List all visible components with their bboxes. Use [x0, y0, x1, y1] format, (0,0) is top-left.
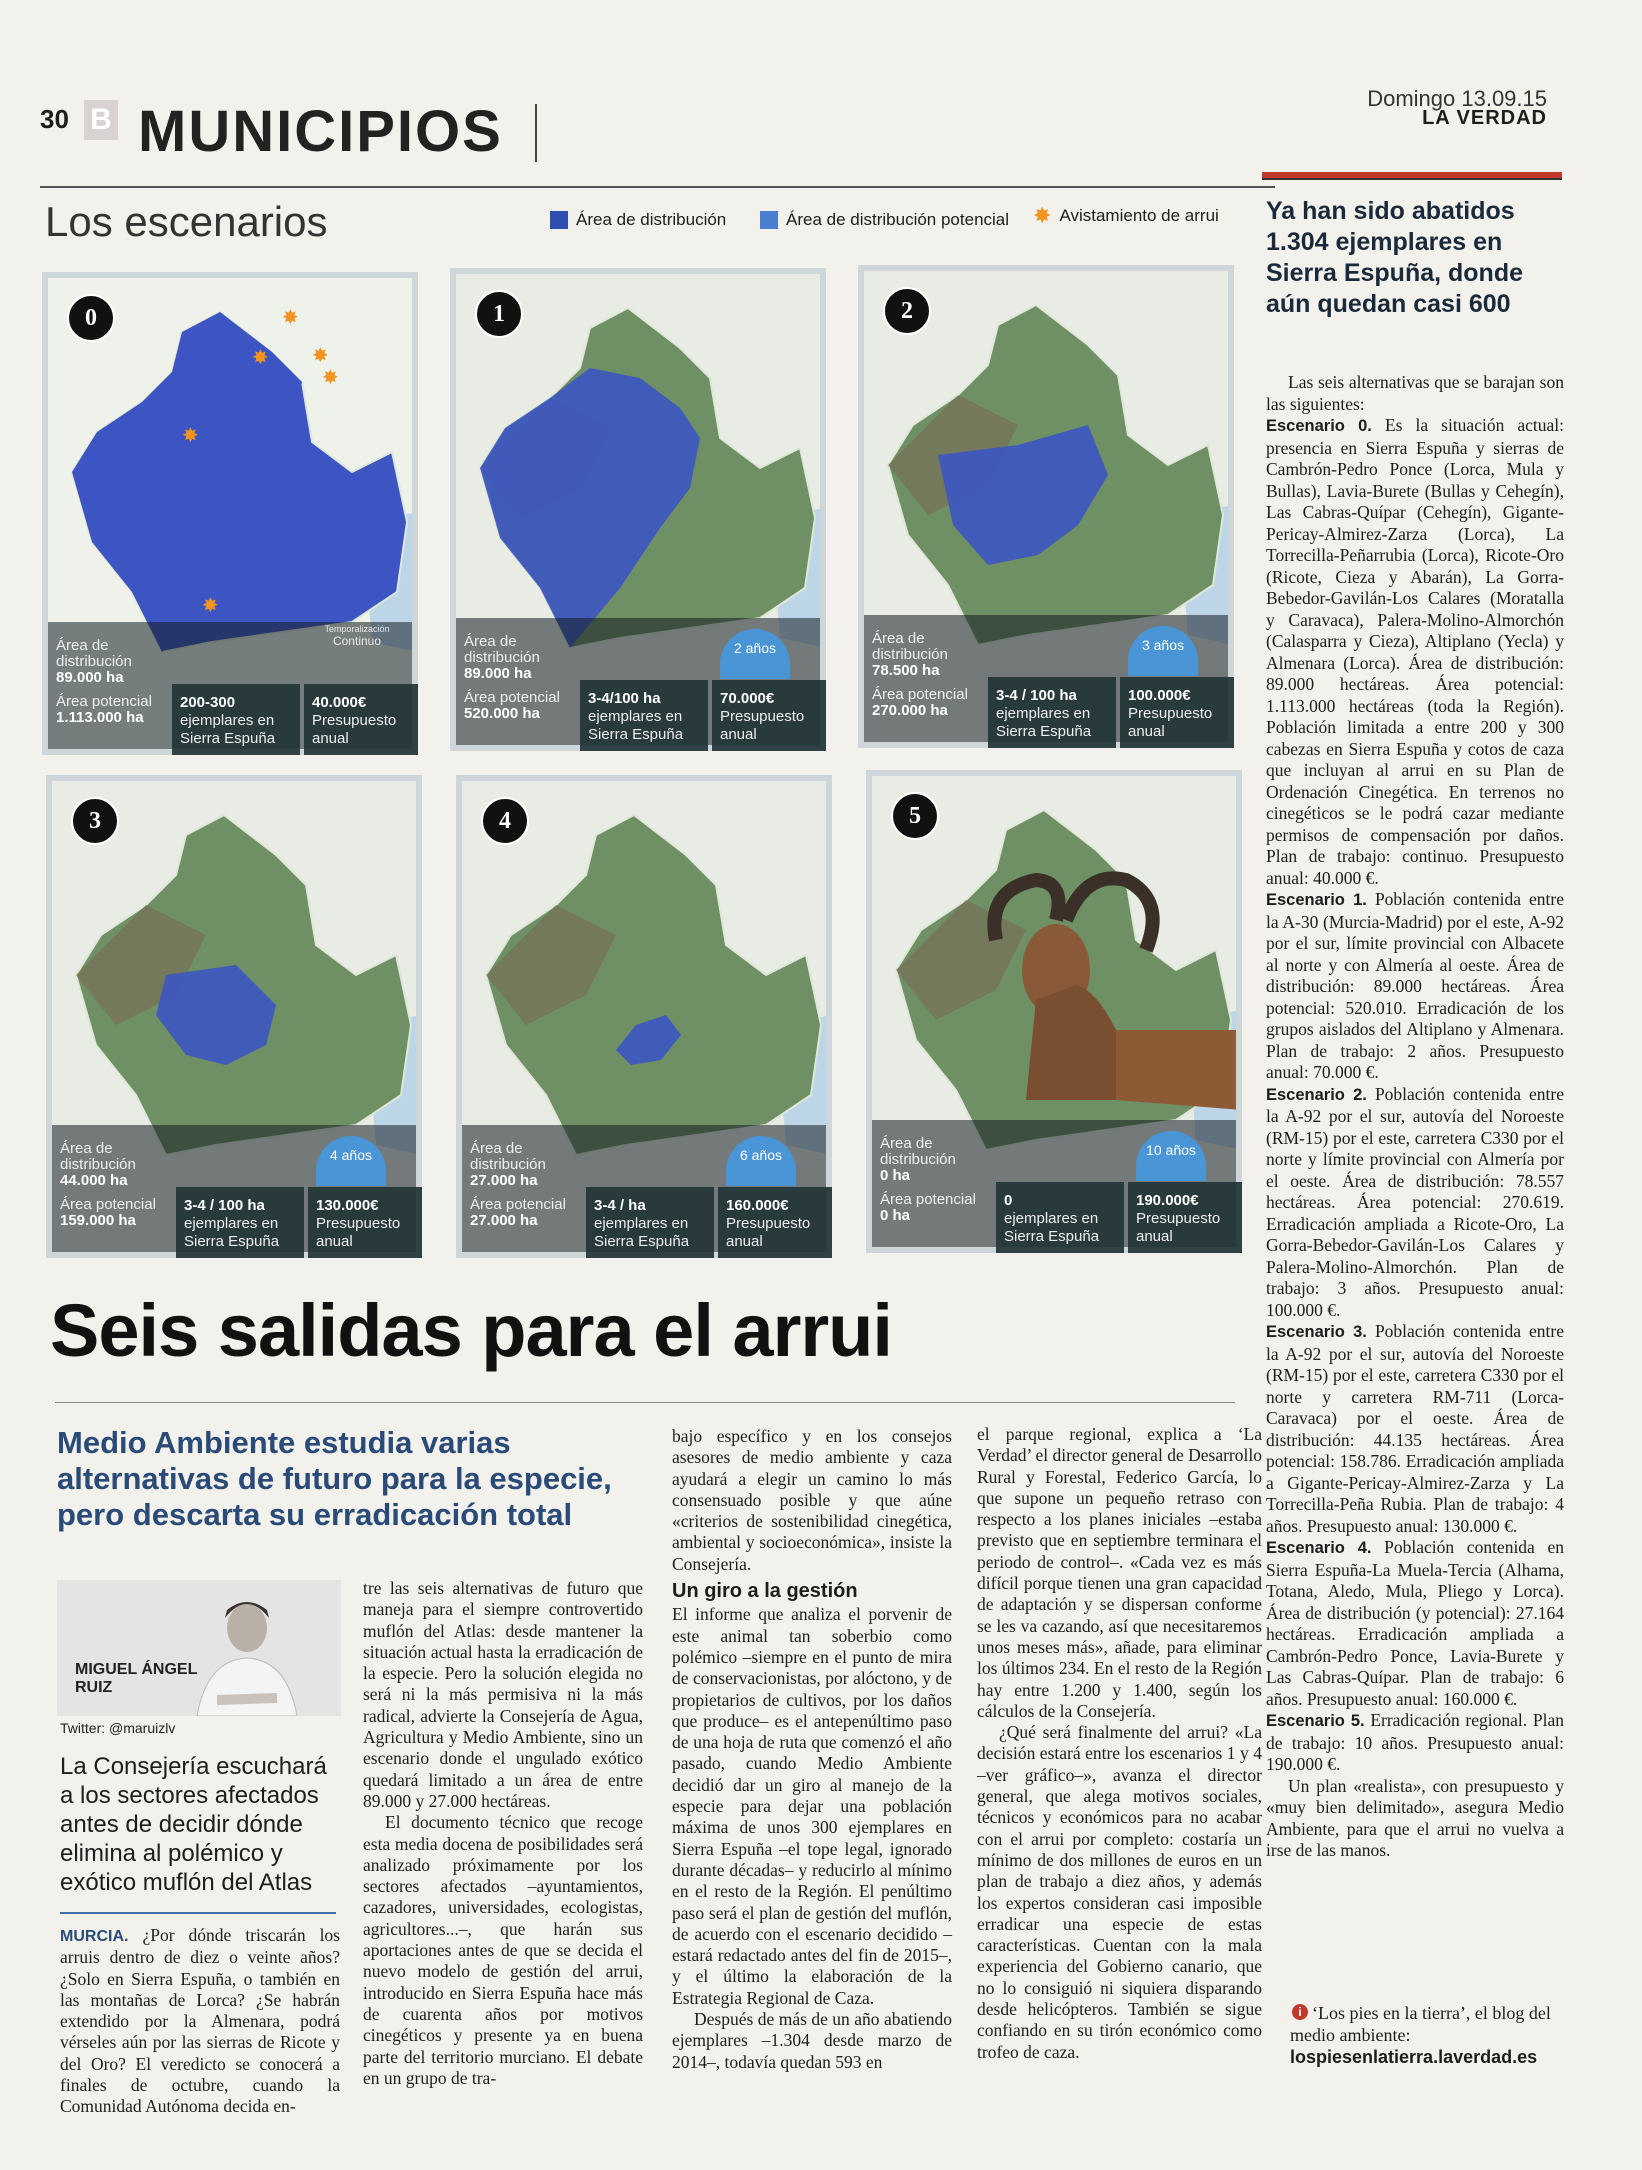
population-value: 200-300 — [180, 694, 236, 711]
population-box — [172, 684, 300, 755]
scenario-number-badge: 5 — [891, 792, 939, 840]
star-icon: ✸ — [252, 345, 269, 369]
population-box — [988, 677, 1116, 748]
distribution-label: Área de distribución — [464, 633, 540, 666]
budget-value: 100.000€ — [1128, 687, 1191, 704]
population-label: ejemplares en Sierra Espuña — [184, 1215, 280, 1250]
scenario-label: Escenario 4. — [1266, 1539, 1372, 1557]
potential-value: 270.000 ha — [872, 702, 948, 719]
budget-value: 130.000€ — [316, 1197, 379, 1214]
budget-box — [1128, 1182, 1242, 1253]
scenario-item-1 — [1266, 889, 1564, 1084]
scenario-label: Escenario 3. — [1266, 1323, 1367, 1341]
page-number: 30 — [40, 104, 69, 134]
population-value: 3-4 / 100 ha — [996, 687, 1077, 704]
population-box — [996, 1182, 1124, 1253]
budget-box — [304, 684, 418, 755]
period-badge: 3 años — [1128, 626, 1198, 676]
distribution-area — [60, 1141, 170, 1189]
potential-label: Área potencial — [880, 1191, 976, 1208]
budget-value: 70.000€ — [720, 690, 775, 707]
legend-potential — [760, 210, 1009, 230]
population-box — [586, 1187, 714, 1258]
legend-label: Área de distribución potencial — [786, 210, 1010, 229]
legend-label: Área de distribución — [576, 210, 727, 229]
period-badge: 6 años — [726, 1136, 796, 1186]
potential-area — [56, 694, 176, 726]
potential-area — [470, 1197, 590, 1229]
budget-value: 160.000€ — [726, 1197, 789, 1214]
blog-text: ‘Los pies en la tierra’, el blog del medio ambiente: — [1290, 2003, 1551, 2045]
article-column-2 — [363, 1578, 643, 2089]
distribution-value: 27.000 ha — [470, 1172, 538, 1189]
star-icon: ✸ — [282, 305, 299, 329]
sidebar-intro: Las seis alternativas que se barajan son las siguientes: — [1266, 372, 1564, 414]
scenario-text: Población contenida entre la A-92 por el sur, autovía del Noroeste (RM-15) por el este, carretera C330 por el norte y carretera RM-711 (Lorca-Caravaca) por el oeste. Área de distribución: 44.135 hectáreas. Área potencial: 158.786. Erradicación ampliada a Gigante-Pericay-Almirez-Zarza y La Torrecilla-Peña Rubia. Plan de trabajo: 4 años. Presupuesto anual: 130.000 €. — [1266, 1321, 1564, 1536]
scenario-label: Escenario 5. — [1266, 1712, 1365, 1730]
author-name — [75, 1661, 197, 1697]
population-box — [176, 1187, 304, 1258]
distribution-area — [872, 631, 982, 679]
author-twitter: Twitter: @maruizlv — [60, 1720, 176, 1736]
article-column-3 — [672, 1426, 952, 2073]
paragraph: El informe que analiza el porvenir de este animal tan soberbio como polémico –siempre en el punto de mira de conservacionistas, por alóctono, y de propietarios de cultivos, por los daños que produce– es el antepenúltimo paso de una hoja de ruta que comenzó el año pasado, cuando Medio Ambiente decidió dar un giro al manejo de la especie para dejar una población máxima de unos 300 ejemplares en Sierra Espuña –el tope legal, ignorado durante décadas– y reducirlo al mínimo en el resto de la Región. El penúltimo paso será el plan de gestión del muflón, de acuerdo con el escenario decidido –estará redactado antes del fin de 2015–, y el último la elaboración de la Estrategia Regional de Caza. — [672, 1604, 952, 2008]
distribution-label: Área de distribución — [56, 637, 132, 670]
scenario-text: Población contenida entre la A-30 (Murcia-Madrid) por el este, A-92 por el sur, límite provincial con Albacete al norte y con Almería al oeste. Área de distribución: 89.000 hectáreas. Área potencial: 520.010. Erradicación de los grupos aislados del Altiplano y Almenara. Plan de trabajo: 2 años. Presupuesto anual: 70.000 €. — [1266, 889, 1564, 1082]
distribution-label: Área de distribución — [872, 630, 948, 663]
sidebar-rule — [1262, 178, 1562, 180]
scenario-number-badge: 4 — [481, 797, 529, 845]
scenario-label: Escenario 0. — [1266, 417, 1372, 435]
scenario-text: Erradicación regional. Plan de trabajo: 10 años. Presupuesto anual: 190.000 €. — [1266, 1710, 1564, 1774]
blog-note — [1290, 2002, 1560, 2046]
period-badge: 2 años — [720, 629, 790, 679]
population-value: 3-4 / ha — [594, 1197, 646, 1214]
scenario-map-card — [456, 775, 832, 1258]
budget-value: 40.000€ — [312, 694, 367, 711]
scenario-text: Población contenida en Sierra Espuña-La Muela-Tercia (Alhama, Totana, Aledo, Mula, Pliego y Lorca). Área de distribución (y potencial): 27.164 hectáreas. Erradicación ampliada a Cambrón-Pedro Ponce, Lavia-Burete y Las Cabras-Quípar. Plan de trabajo: 6 años. Presupuesto anual: 160.000 €. — [1266, 1537, 1564, 1709]
author-name-line-1: MIGUEL ÁNGEL — [75, 1661, 198, 1678]
potential-area — [880, 1192, 1000, 1224]
budget-label: Presupuesto anual — [726, 1215, 811, 1250]
period-badge: 10 años — [1136, 1131, 1206, 1181]
distribution-area — [464, 634, 574, 682]
blog-link[interactable]: lospiesenlatierra.laverdad.es — [1290, 2047, 1538, 2067]
population-value: 0 — [1004, 1192, 1013, 1209]
budget-box — [712, 680, 826, 751]
distribution-label: Área de distribución — [880, 1135, 956, 1168]
budget-box — [1120, 677, 1234, 748]
distribution-area — [880, 1136, 990, 1184]
column-text: ¿Por dónde triscarán los arruis dentro de diez o veinte años? ¿Solo en Sierra Espuña, o también en las montañas de Lorca? ¿Se habrán extendido por la Almenara, podrá vérseles aún por las sierras de Ricote y del Oro? El veredicto se conocerá a finales de octubre, cuando la Comunidad Autónoma decida en- — [60, 1925, 340, 2117]
article-column-1 — [60, 1925, 340, 2118]
potential-label: Área potencial — [470, 1196, 566, 1213]
legend-swatch-potential — [760, 211, 778, 229]
star-icon: ✸ — [322, 365, 339, 389]
scenario-map-card — [866, 770, 1242, 1253]
scenario-map-card — [858, 265, 1234, 748]
potential-area — [60, 1197, 180, 1229]
scenario-map-card — [42, 272, 418, 755]
population-label: ejemplares en Sierra Espuña — [588, 708, 684, 743]
potential-value: 520.000 ha — [464, 705, 540, 722]
sidebar-headline: Ya han sido abatidos 1.304 ejemplares en Sierra Espuña, donde aún quedan casi 600 — [1266, 197, 1524, 318]
main-headline: Seis salidas para el arrui — [50, 1289, 892, 1372]
info-icon: i — [1292, 2004, 1308, 2020]
period-box — [312, 623, 402, 647]
article-column-4 — [977, 1424, 1262, 2063]
scenario-text: Es la situación actual: presencia en Sierra Espuña y sierras de Cambrón-Pedro Ponce (Lorca, Mula y Bullas), Lavia-Burete (Bullas y Cehegín), Las Cabras-Quípar (Cehegín), Gigante-Pericay-Almirez-Zarza (Lorca), La Torrecilla-Peñarrubia (Lorca), Ricote-Oro (Ricote, Cieza y Abarán), La Gorra-Bebedor-Gavilán-Los Calares (Moratalla y Caravaca), Palera-Molino-Almorchón (Calasparra y Cieza), Altiplano (Yecla) y Almenara (Lorca). Área de distribución: 89.000 hectáreas. Área potencial: 1.113.000 hectáreas (toda la Región). Población limitada a entre 200 y 300 cabezas en Sierra Espuña y cotos de caza que incluyan al arrui en su Plan de Ordenación Cinegética. En terrenos no cinegéticos se le podrá cazar mediante permisos de compensación por daños. Plan de trabajo: continuo. Presupuesto anual: 40.000 €. — [1266, 415, 1564, 888]
dateline: MURCIA. — [60, 1928, 129, 1945]
scenario-item-0 — [1266, 415, 1564, 889]
distribution-value: 44.000 ha — [60, 1172, 128, 1189]
potential-area — [464, 690, 584, 722]
budget-box — [308, 1187, 422, 1258]
population-label: ejemplares en Sierra Espuña — [594, 1215, 690, 1250]
potential-label: Área potencial — [872, 686, 968, 703]
budget-box — [718, 1187, 832, 1258]
potential-value: 1.113.000 ha — [56, 709, 144, 726]
header-rule — [40, 186, 1275, 188]
scenario-item-5 — [1266, 1710, 1564, 1776]
budget-label: Presupuesto anual — [1136, 1210, 1221, 1245]
star-icon: ✸ — [202, 593, 219, 617]
period-badge: 4 años — [316, 1136, 386, 1186]
potential-value: 27.000 ha — [470, 1212, 538, 1229]
budget-label: Presupuesto anual — [1128, 705, 1213, 740]
potential-label: Área potencial — [56, 693, 152, 710]
subheading: Un giro a la gestión — [672, 1580, 858, 1603]
star-icon: ✸ — [312, 343, 329, 367]
legend-swatch-distribution — [550, 211, 568, 229]
graphic-title: Los escenarios — [45, 198, 328, 245]
legend-sighting — [1033, 203, 1219, 228]
scenario-text: Población contenida entre la A-92 por el sur, autovía del Noroeste (RM-15) por el este, carretera C330 por el norte y límite provincial con Almería por el oeste. Área de distribución: 78.557 hectáreas. Área potencial: 270.619. Erradicación ampliada a Ricote-Oro, La Gorra-Bebedor-Gavilán-Los Calares y Palera-Molino-Almorchón. Plan de trabajo: 3 años. Presupuesto anual: 100.000 €. — [1266, 1083, 1564, 1320]
potential-value: 0 ha — [880, 1207, 911, 1224]
section-title: MUNICIPIOS — [138, 99, 503, 164]
scenario-map-card — [450, 268, 826, 751]
scenario-number-badge: 2 — [883, 287, 931, 335]
sidebar-body — [1266, 372, 1564, 1862]
paragraph: ¿Qué será finalmente del arrui? «La decisión estará entre los escenarios 1 y 4 –ver gráfico–», avanza el director general, que alega motivos sociales, técnicos y económicos para no acabar con el arrui por completo: costaría un mínimo de dos millones de euros en un plan de trabajo a diez años, y además los expertos consideran casi imposible erradicar una especie de estas características. Cuentan con la mala experiencia del Gobierno canario, que no lo consiguió ni siquiera disparando desde helicópteros. También se sigue confiando en su tirón económico como trofeo de caza. — [977, 1722, 1262, 2062]
paragraph: tre las seis alternativas de futuro que maneja para el siempre controvertido muflón del Atlas: desde mantener la situación actual hasta la erradicación de la especie. Pero la solución elegida no será ni la más permisiva ni la más radical, advierte la Consejería de Agua, Agricultura y Medio Ambiente, sino un escenario donde el ungulado exótico quedará limitado a un área de entre 89.000 y 27.000 hectáreas. — [363, 1578, 643, 1811]
distribution-area — [56, 638, 166, 686]
scenario-number-badge: 1 — [475, 290, 523, 338]
population-value: 3-4/100 ha — [588, 690, 661, 707]
budget-label: Presupuesto anual — [312, 712, 397, 747]
potential-value: 159.000 ha — [60, 1212, 136, 1229]
star-icon: ✸ — [182, 423, 199, 447]
budget-value: 190.000€ — [1136, 1192, 1199, 1209]
paragraph: el parque regional, explica a ‘La Verdad’ el director general de Desarrollo Rural y Forestal, Federico García, lo que supone un pequeño retraso con respecto a los planes iniciales –estaba previsto que en septiembre terminara el periodo de control–. «Cada vez es más difícil porque tienen una gran capacidad de adaptación y se dispersan conforme se les va cazando, así que necesitaremos unos meses más», añade, para eliminar los últimos 234. En el resto de la Región hay entre 1.200 y 1.400, según los cálculos de la Consejería. — [977, 1424, 1262, 1721]
section-divider — [535, 104, 537, 162]
distribution-value: 89.000 ha — [464, 665, 532, 682]
article-deck: Medio Ambiente estudia varias alternativas de futuro para la especie, pero descarta su erradicación total — [57, 1425, 612, 1532]
lead-quote: La Consejería escuchará a los sectores afectados antes de decidir dónde elimina al polémico y exótico muflón del Atlas — [60, 1753, 327, 1896]
author-name-line-2: RUIZ — [75, 1679, 113, 1696]
population-label: ejemplares en Sierra Espuña — [1004, 1210, 1100, 1245]
distribution-value: 78.500 ha — [872, 662, 940, 679]
distribution-label: Área de distribución — [470, 1140, 546, 1173]
scenario-item-2 — [1266, 1084, 1564, 1322]
distribution-area — [470, 1141, 580, 1189]
scenario-number-badge: 0 — [67, 294, 115, 342]
newspaper-name: LA VERDAD — [1422, 107, 1547, 129]
scenario-item-4 — [1266, 1537, 1564, 1710]
scenario-item-3 — [1266, 1321, 1564, 1537]
population-value: 3-4 / 100 ha — [184, 1197, 265, 1214]
scenario-label: Escenario 2. — [1266, 1085, 1367, 1104]
scenario-label: Escenario 1. — [1266, 891, 1367, 909]
paragraph: El documento técnico que recoge esta media docena de posibilidades será analizado próximamente por los sectores afectados –ayuntamientos, cazadores, universidades, ecologistas, agricultores...–, que harán sus aportaciones antes de que se decida el nuevo modelo de gestión del arrui, introducido en Sierra Espuña hace más de cuarenta años por motivos cinegéticos y presente ya en buena parte del territorio murciano. El debate en un grupo de tra- — [363, 1812, 643, 2088]
potential-label: Área potencial — [464, 689, 560, 706]
population-label: ejemplares en Sierra Espuña — [996, 705, 1092, 740]
newspaper-logo-mark: B — [84, 100, 118, 140]
potential-area — [872, 687, 992, 719]
scenario-number-badge: 3 — [71, 797, 119, 845]
population-label: ejemplares en Sierra Espuña — [180, 712, 276, 747]
quote-rule — [60, 1912, 336, 1914]
distribution-value: 0 ha — [880, 1167, 911, 1184]
header-date: Domingo 13.09.15 — [1367, 86, 1547, 111]
population-box — [580, 680, 708, 751]
budget-label: Presupuesto anual — [316, 1215, 401, 1250]
potential-label: Área potencial — [60, 1196, 156, 1213]
legend-label: Avistamiento de arrui — [1059, 206, 1219, 225]
period-value: Continuo — [332, 634, 382, 648]
distribution-value: 89.000 ha — [56, 669, 124, 686]
headline-rule — [55, 1402, 1235, 1403]
paragraph: Después de más de un año abatiendo ejemplares –1.304 desde marzo de 2014–, todavía quedan 593 en — [672, 2009, 952, 2072]
paragraph: bajo específico y en los consejos asesores de medio ambiente y caza ayudará a elegir un camino lo más consensuado posible y que aúne «criterios de sostenibilidad cinegética, ambiental y socioeconómica», insiste la Consejería. — [672, 1426, 952, 1574]
budget-label: Presupuesto anual — [720, 708, 805, 743]
sidebar-closing: Un plan «realista», con presupuesto y «muy bien delimitado», asegura Medio Ambiente, para que el arrui no vuelva a irse de las manos. — [1266, 1775, 1564, 1860]
period-caption: Temporalización — [324, 624, 390, 634]
star-icon: ✸ — [1033, 203, 1052, 228]
scenario-map-card — [46, 775, 422, 1258]
distribution-label: Área de distribución — [60, 1140, 136, 1173]
legend-distribution — [550, 210, 726, 230]
